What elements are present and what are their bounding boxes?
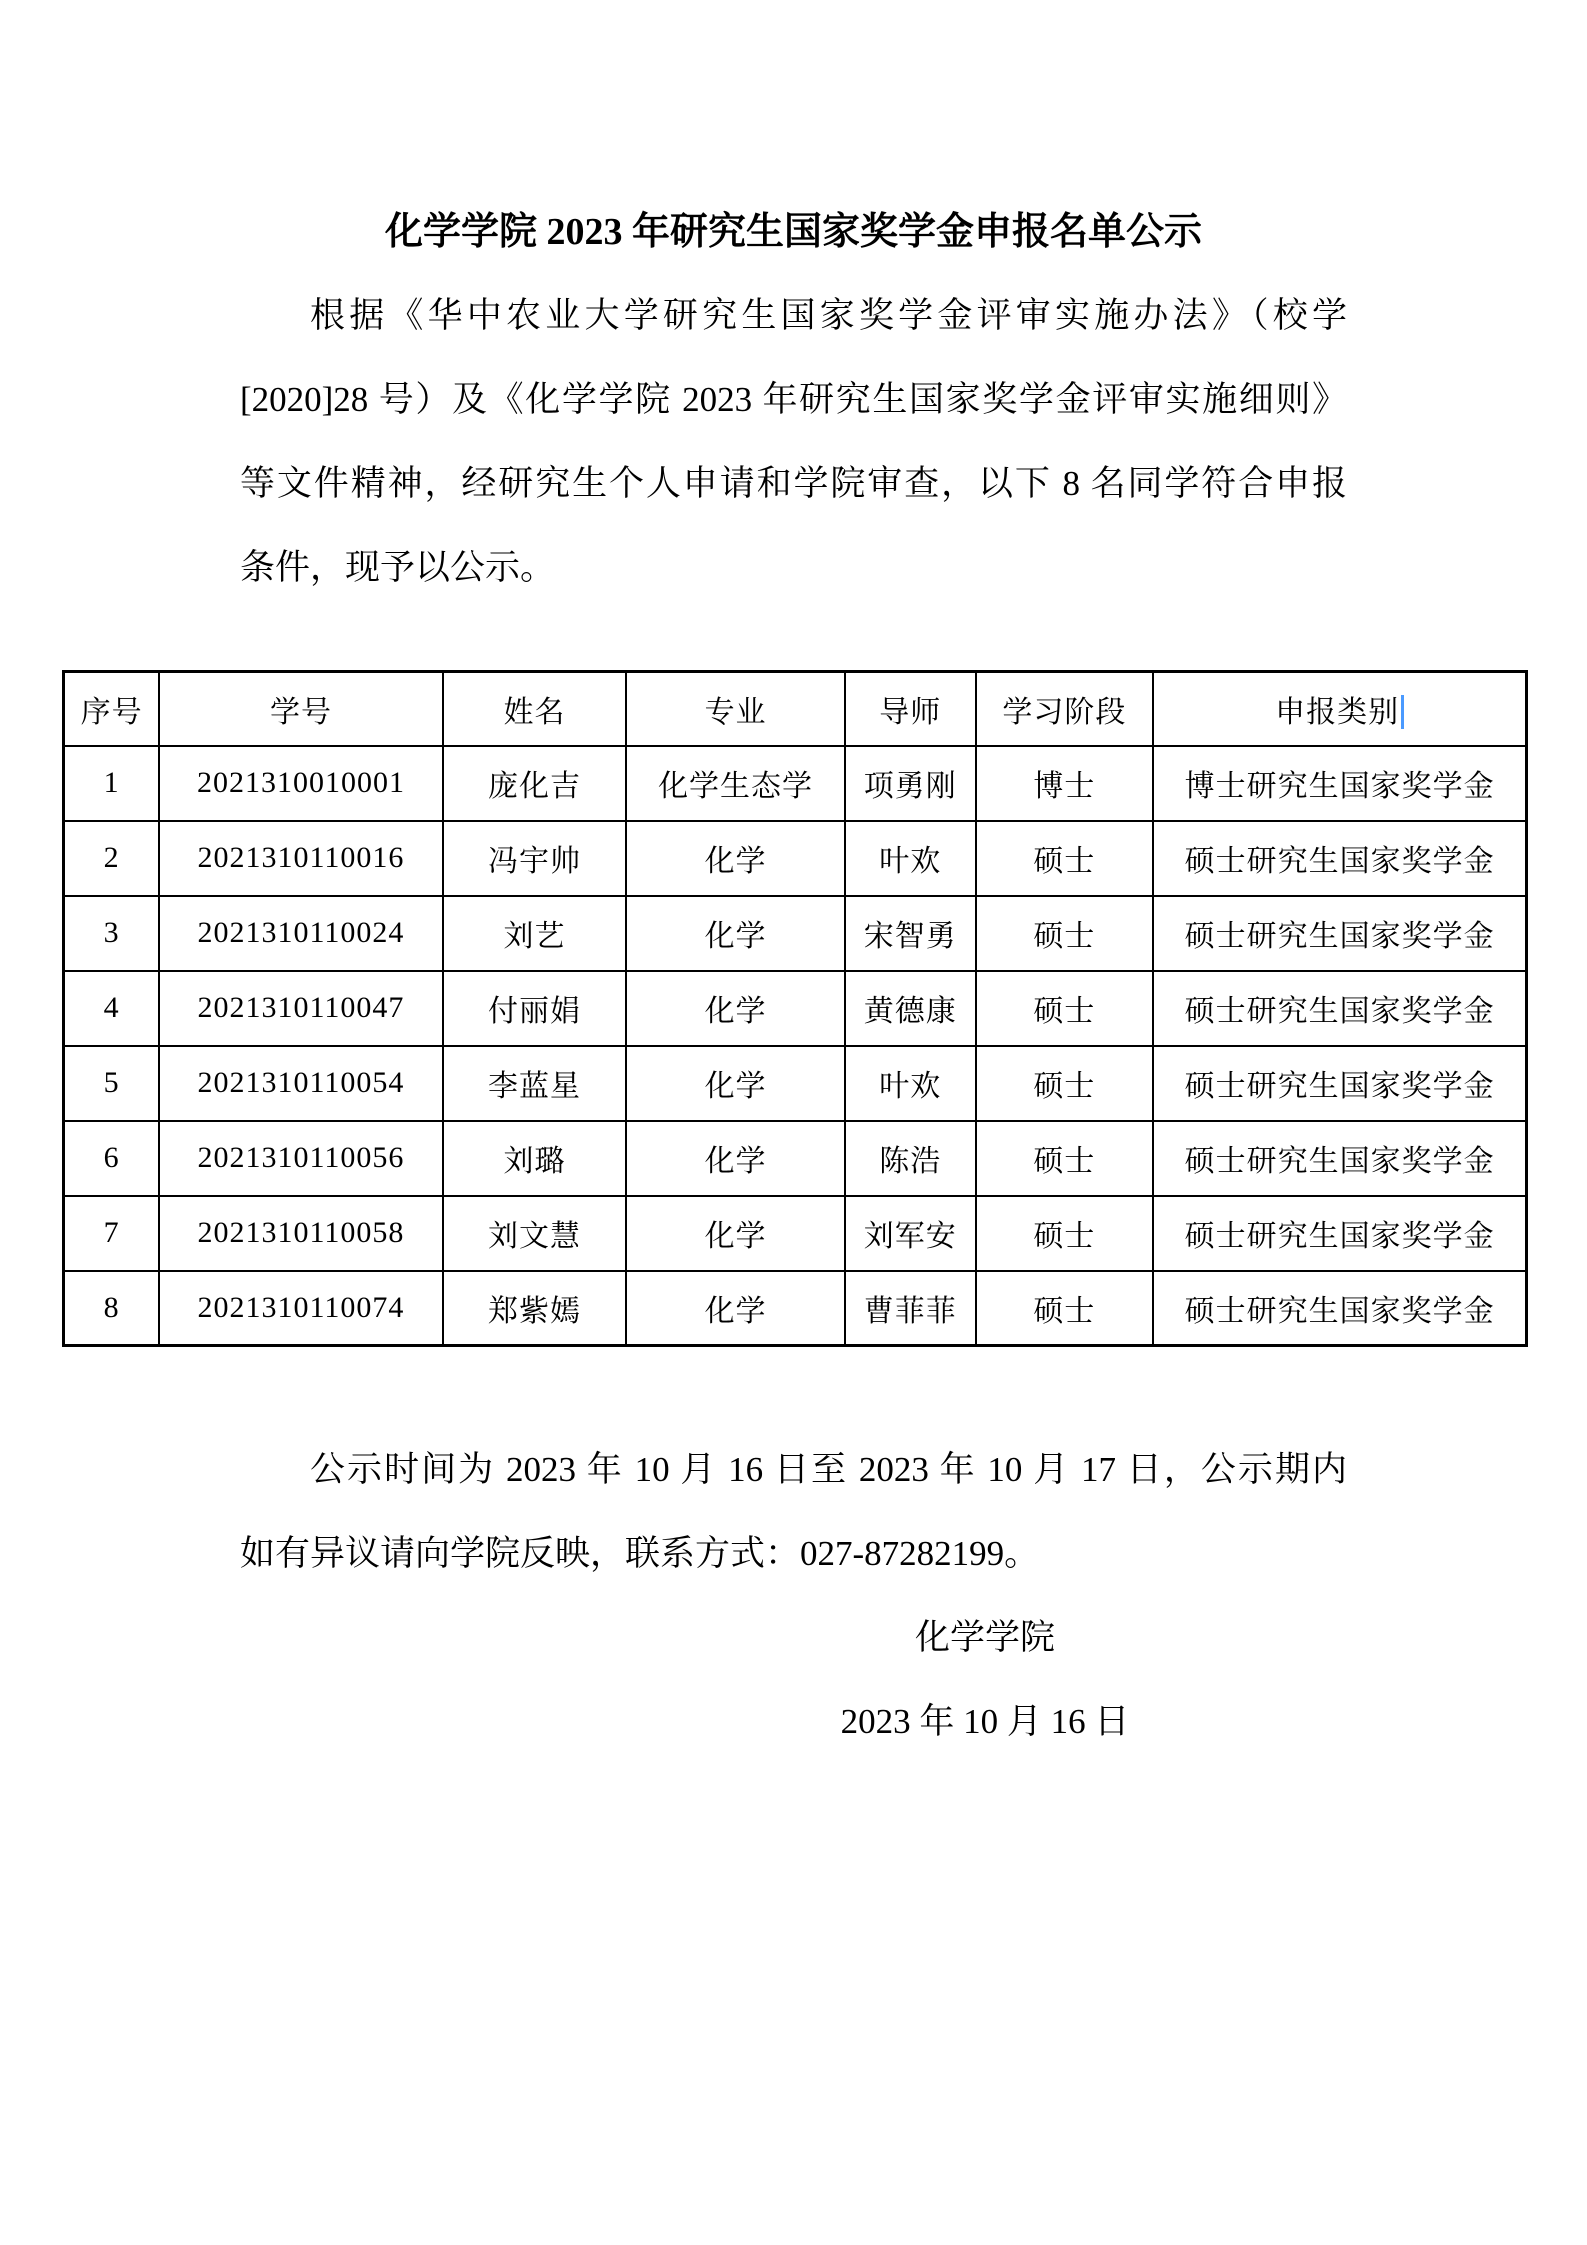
table-cell: 陈浩 [845,1121,976,1196]
table-cell: 付丽娟 [443,971,627,1046]
intro-paragraph [240,274,1347,610]
table-cell: 8 [64,1271,160,1346]
table-cell: 硕士 [976,896,1154,971]
table-cell: 硕士 [976,1271,1154,1346]
table-cell: 2021310110074 [159,1271,442,1346]
page-title: 化学学院 2023 年研究生国家奖学金申报名单公示 [384,211,1202,253]
table-cell: 叶欢 [845,821,976,896]
table-cell: 3 [64,896,160,971]
table-cell: 硕士 [976,1196,1154,1271]
table-row [64,1196,1527,1271]
column-header-stage: 学习阶段 [976,672,1154,746]
table-cell: 6 [64,1121,160,1196]
intro-line: 等文件精神，经研究生个人申请和学院审查，以下 8 名同学符合申报 [240,464,1347,503]
table-cell: 冯宇帅 [443,821,627,896]
table-cell: 4 [64,971,160,1046]
table-cell: 项勇刚 [845,746,976,821]
table-cell: 刘艺 [443,896,627,971]
table-cell: 硕士研究生国家奖学金 [1153,971,1526,1046]
signature-org: 化学学院 [914,1618,1055,1657]
table-cell: 2021310110024 [159,896,442,971]
table-cell: 刘文慧 [443,1196,627,1271]
table-cell: 硕士 [976,1046,1154,1121]
applicants-table [62,670,1528,1347]
table-cell: 博士 [976,746,1154,821]
table-cell: 硕士研究生国家奖学金 [1153,1271,1526,1346]
table-cell: 硕士研究生国家奖学金 [1153,821,1526,896]
table-cell: 化学 [626,896,845,971]
table-cell: 宋智勇 [845,896,976,971]
intro-line: 根据《华中农业大学研究生国家奖学金评审实施办法》（校学 [310,296,1347,335]
closing-line: 公示时间为 2023 年 10 月 16 日至 2023 年 10 月 17 日，公示期内 [310,1450,1347,1489]
table-row [64,746,1527,821]
closing-paragraph [240,1428,1347,1596]
table-row [64,821,1527,896]
table-row [64,896,1527,971]
intro-line: 条件，现予以公示。 [240,548,556,587]
table-cell: 硕士研究生国家奖学金 [1153,1196,1526,1271]
table-cell: 化学 [626,971,845,1046]
table-cell: 硕士研究生国家奖学金 [1153,896,1526,971]
table-cell: 硕士研究生国家奖学金 [1153,1121,1526,1196]
table-body [64,746,1527,1346]
table-cell: 2021310010001 [159,746,442,821]
table-cell: 2 [64,821,160,896]
table-cell: 2021310110047 [159,971,442,1046]
table-cell: 化学 [626,1271,845,1346]
table-cell: 1 [64,746,160,821]
table-cell: 博士研究生国家奖学金 [1153,746,1526,821]
table-row [64,1046,1527,1121]
closing-line: 如有异议请向学院反映，联系方式：027-87282199。 [240,1534,1040,1573]
table-cell: 5 [64,1046,160,1121]
table-cell: 硕士 [976,1121,1154,1196]
table-cell: 刘璐 [443,1121,627,1196]
table-cell: 李蓝星 [443,1046,627,1121]
table-cell: 郑紫嫣 [443,1271,627,1346]
table-cell: 硕士 [976,971,1154,1046]
intro-line: [2020]28 号）及《化学学院 2023 年研究生国家奖学金评审实施细则》 [240,380,1347,419]
table-cell: 刘军安 [845,1196,976,1271]
text-cursor [1401,695,1404,729]
column-header-name: 姓名 [443,672,627,746]
table-row [64,1121,1527,1196]
table-cell: 硕士研究生国家奖学金 [1153,1046,1526,1121]
table-cell: 2021310110058 [159,1196,442,1271]
header-row [64,672,1527,746]
table-cell: 化学 [626,821,845,896]
column-header-student-id: 学号 [159,672,442,746]
table-cell: 黄德康 [845,971,976,1046]
table-row [64,971,1527,1046]
table-cell: 2021310110056 [159,1121,442,1196]
table-cell: 叶欢 [845,1046,976,1121]
table-cell: 硕士 [976,821,1154,896]
signature-date: 2023 年 10 月 16 日 [840,1702,1130,1741]
table-cell: 7 [64,1196,160,1271]
column-header-category [1153,672,1526,746]
column-header-index: 序号 [64,672,160,746]
table-cell: 曹菲菲 [845,1271,976,1346]
column-header-advisor: 导师 [845,672,976,746]
column-header-category-label: 申报类别 [1275,695,1400,729]
column-header-major: 专业 [626,672,845,746]
table-cell: 2021310110016 [159,821,442,896]
table-cell: 化学 [626,1046,845,1121]
table-cell: 庞化吉 [443,746,627,821]
signature-block [765,1596,1205,1764]
table-row [64,1271,1527,1346]
table-cell: 2021310110054 [159,1046,442,1121]
table-cell: 化学 [626,1196,845,1271]
table-cell: 化学 [626,1121,845,1196]
table-cell: 化学生态学 [626,746,845,821]
